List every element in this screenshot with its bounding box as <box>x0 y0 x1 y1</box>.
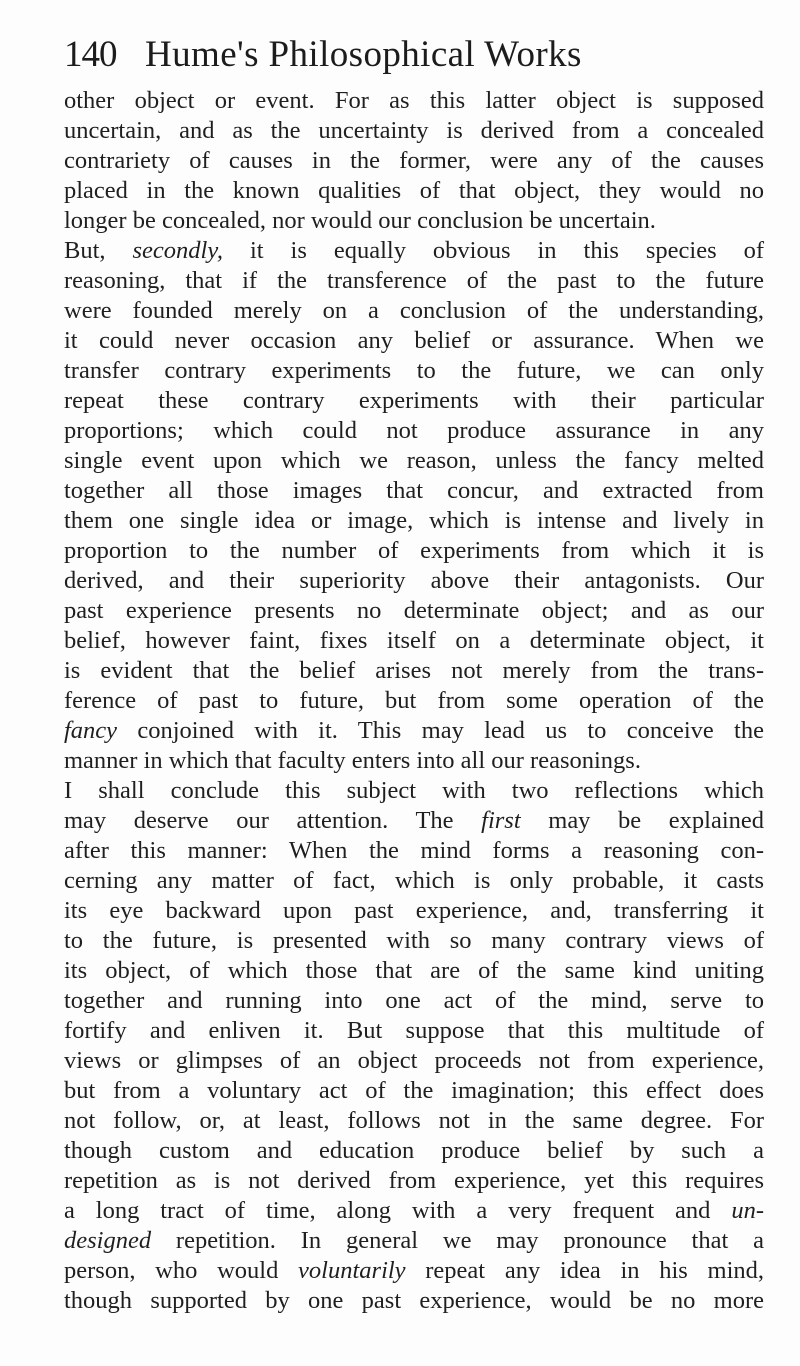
text-line <box>64 1226 764 1256</box>
text-line <box>64 176 764 206</box>
text-run: not follow, or, at least, follows not in the same degree. For <box>64 1107 764 1134</box>
italic-text: designed <box>64 1227 152 1254</box>
text-line <box>64 416 764 446</box>
italic-text: fancy <box>64 717 118 744</box>
text-run: cerning any matter of fact, which is only probable, it casts <box>64 867 764 894</box>
text-run: ference of past to future, but from some operation of the <box>64 687 764 714</box>
text-run: belief, however faint, fixes itself on a determinate object, it <box>64 627 764 654</box>
text-line <box>64 476 764 506</box>
text-run: but from a voluntary act of the imagination; this effect does <box>64 1077 764 1104</box>
text-run: reasoning, that if the transference of the past to the future <box>64 267 764 294</box>
italic-text: un- <box>731 1197 764 1224</box>
text-line <box>64 446 764 476</box>
text-run: past experience presents no determinate object; and as our <box>64 597 764 624</box>
text-run: may deserve our attention. The <box>64 807 482 834</box>
text-line <box>64 656 764 686</box>
text-line <box>64 536 764 566</box>
text-line <box>64 566 764 596</box>
text-run: its eye backward upon past experience, and, transferring it <box>64 897 764 924</box>
text-line <box>64 1196 764 1226</box>
text-run: views or glimpses of an object proceeds not from experience, <box>64 1047 764 1074</box>
text-line <box>64 1136 764 1166</box>
text-line <box>64 956 764 986</box>
text-run: manner in which that faculty enters into all our reasonings. <box>64 747 641 774</box>
text-line <box>64 356 764 386</box>
text-line <box>64 1106 764 1136</box>
text-line <box>64 116 764 146</box>
text-line <box>64 986 764 1016</box>
text-line <box>64 716 764 746</box>
italic-text: first <box>481 807 521 834</box>
text-line <box>64 1016 764 1046</box>
text-run: though supported by one past experience, would be no more <box>64 1287 764 1314</box>
text-run: together and running into one act of the mind, serve to <box>64 987 764 1014</box>
text-line <box>64 236 764 266</box>
text-run: person, who would <box>64 1257 299 1284</box>
text-run: other object or event. For as this latter object is supposed <box>64 87 764 114</box>
text-line <box>64 686 764 716</box>
text-line <box>64 746 764 776</box>
book-title: Hume's Philosophical Works <box>145 34 582 75</box>
text-line <box>64 926 764 956</box>
text-line <box>64 296 764 326</box>
text-line <box>64 896 764 926</box>
text-run: But, <box>64 237 133 264</box>
text-run: conjoined with it. This may lead us to conceive the <box>117 717 764 744</box>
text-run: contrariety of causes in the former, were any of the causes <box>64 147 764 174</box>
text-run: though custom and education produce belief by such a <box>64 1137 764 1164</box>
text-run: longer be concealed, nor would our conclusion be uncertain. <box>64 207 656 234</box>
text-line <box>64 596 764 626</box>
text-run: together all those images that concur, and extracted from <box>64 477 764 504</box>
text-run: uncertain, and as the uncertainty is derived from a concealed <box>64 117 764 144</box>
text-line <box>64 806 764 836</box>
body-text <box>64 86 764 1316</box>
text-run: may be explained <box>520 807 764 834</box>
text-line <box>64 206 764 236</box>
text-line <box>64 866 764 896</box>
text-line <box>64 1256 764 1286</box>
italic-text: secondly, <box>132 237 223 264</box>
text-run: after this manner: When the mind forms a reasoning con- <box>64 837 764 864</box>
text-run: fortify and enliven it. But suppose that this multitude of <box>64 1017 764 1044</box>
text-line <box>64 146 764 176</box>
text-run: were founded merely on a conclusion of the understanding, <box>64 297 764 324</box>
text-run: I shall conclude this subject with two reflections which <box>64 777 764 804</box>
text-line <box>64 506 764 536</box>
text-run: single event upon which we reason, unless the fancy melted <box>64 447 764 474</box>
text-run: repeat any idea in his mind, <box>405 1257 765 1284</box>
text-run: it is equally obvious in this species of <box>223 237 764 264</box>
text-run: repeat these contrary experiments with their particular <box>64 387 764 414</box>
text-line <box>64 86 764 116</box>
text-run: is evident that the belief arises not merely from the trans- <box>64 657 764 684</box>
text-run: them one single idea or image, which is intense and lively in <box>64 507 764 534</box>
text-run: it could never occasion any belief or assurance. When we <box>64 327 764 354</box>
text-line <box>64 266 764 296</box>
text-line <box>64 626 764 656</box>
text-run: repetition as is not derived from experience, yet this requires <box>64 1167 764 1194</box>
text-line <box>64 776 764 806</box>
text-line <box>64 1046 764 1076</box>
text-run: proportion to the number of experiments from which it is <box>64 537 764 564</box>
text-run: to the future, is presented with so many contrary views of <box>64 927 764 954</box>
text-run: proportions; which could not produce assurance in any <box>64 417 764 444</box>
text-run: repetition. In general we may pronounce that a <box>151 1227 764 1254</box>
text-line <box>64 836 764 866</box>
page-number: 140 <box>64 34 117 75</box>
running-head <box>64 30 764 80</box>
text-line <box>64 1166 764 1196</box>
text-run: its object, of which those that are of the same kind uniting <box>64 957 764 984</box>
text-line <box>64 386 764 416</box>
text-run: a long tract of time, along with a very frequent and <box>64 1197 732 1224</box>
text-run: transfer contrary experiments to the future, we can only <box>64 357 764 384</box>
text-line <box>64 326 764 356</box>
text-line <box>64 1076 764 1106</box>
text-line <box>64 1286 764 1316</box>
text-run: placed in the known qualities of that object, they would no <box>64 177 764 204</box>
text-run: derived, and their superiority above their antagonists. Our <box>64 567 764 594</box>
italic-text: voluntarily <box>298 1257 406 1284</box>
